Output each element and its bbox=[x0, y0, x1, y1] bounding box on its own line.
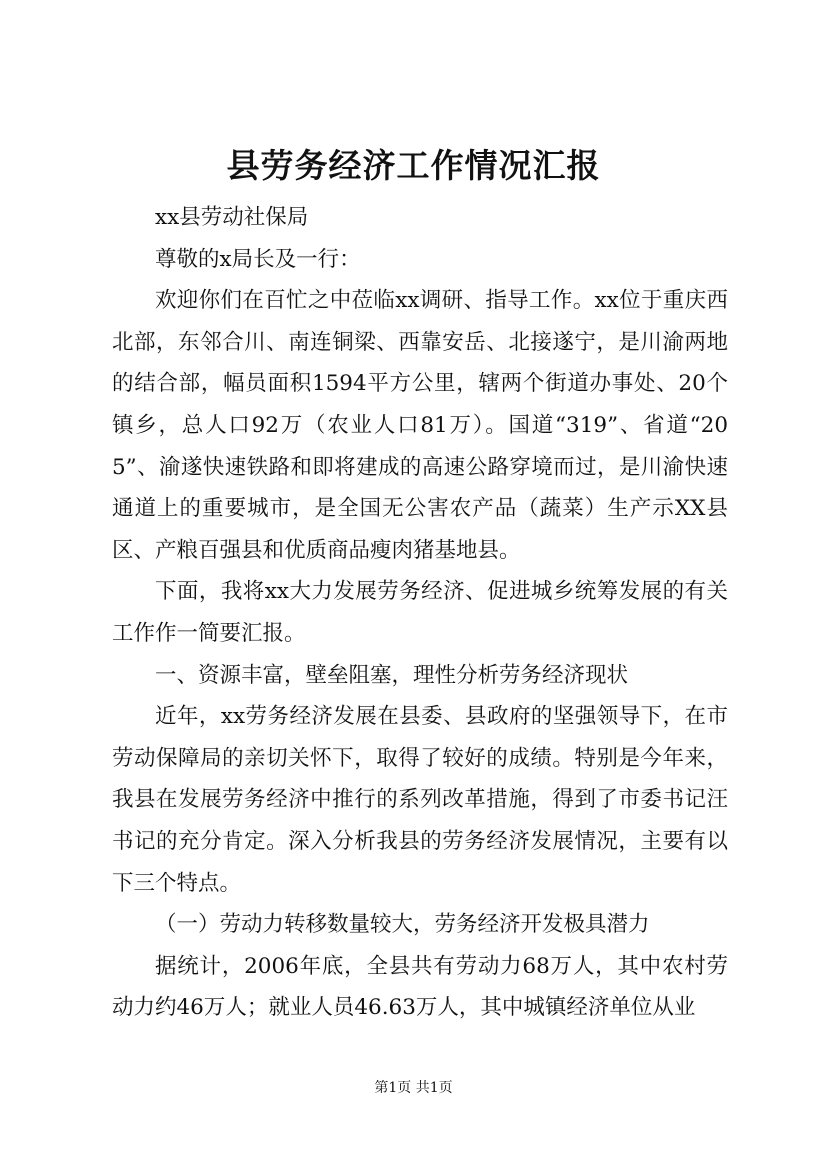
paragraph-statistics: 据统计，2006年底，全县共有劳动力68万人，其中农村劳动力约46万人；就业人员46.63万人，其中城镇经济单位从业 bbox=[112, 953, 728, 1021]
paragraph-intro: 欢迎你们在百忙之中莅临xx调研、指导工作。xx位于重庆西北部，东邻合川、南连铜梁、西靠安岳、北接遂宁，是川渝两地的结合部，幅员面积1594平方公里，辖两个街道办事处、20个镇乡，总人口92万（农业人口81万）。国道“319”、省道“205”、渝遂快速铁路和即将建成的高速公路穿境而过，是川渝快速通道上的重要城市，是全国无公害农产品（蔬菜）生产示XX县区、产粮百强县和优质商品瘦肉猪基地县。 bbox=[112, 288, 728, 563]
author-line: xx县劳动社保局 bbox=[155, 205, 309, 230]
subsection-heading-1: （一）劳动力转移数量较大，劳务经济开发极具潜力 bbox=[155, 912, 650, 938]
document-body bbox=[112, 197, 728, 1029]
page-footer: 第1页 共1页 bbox=[374, 1080, 453, 1096]
paragraph-overview: 下面，我将xx大力发展劳务经济、促进城乡统筹发展的有关工作作一简要汇报。 bbox=[112, 579, 728, 646]
section-heading-1: 一、资源丰富，壁垒阻塞，理性分析劳务经济现状 bbox=[155, 662, 629, 688]
document-title: 县劳务经济工作情况汇报 bbox=[226, 146, 601, 185]
paragraph-recent-years: 近年，xx劳务经济发展在县委、县政府的坚强领导下，在市劳动保障局的亲切关怀下，取得了较好的成绩。特别是今年来，我县在发展劳务经济中推行的系列改革措施，得到了市委书记汪书记的充分肯定。深入分析我县的劳务经济发展情况，主要有以下三个特点。 bbox=[112, 704, 728, 896]
salutation: 尊敬的x局长及一行： bbox=[155, 246, 361, 272]
